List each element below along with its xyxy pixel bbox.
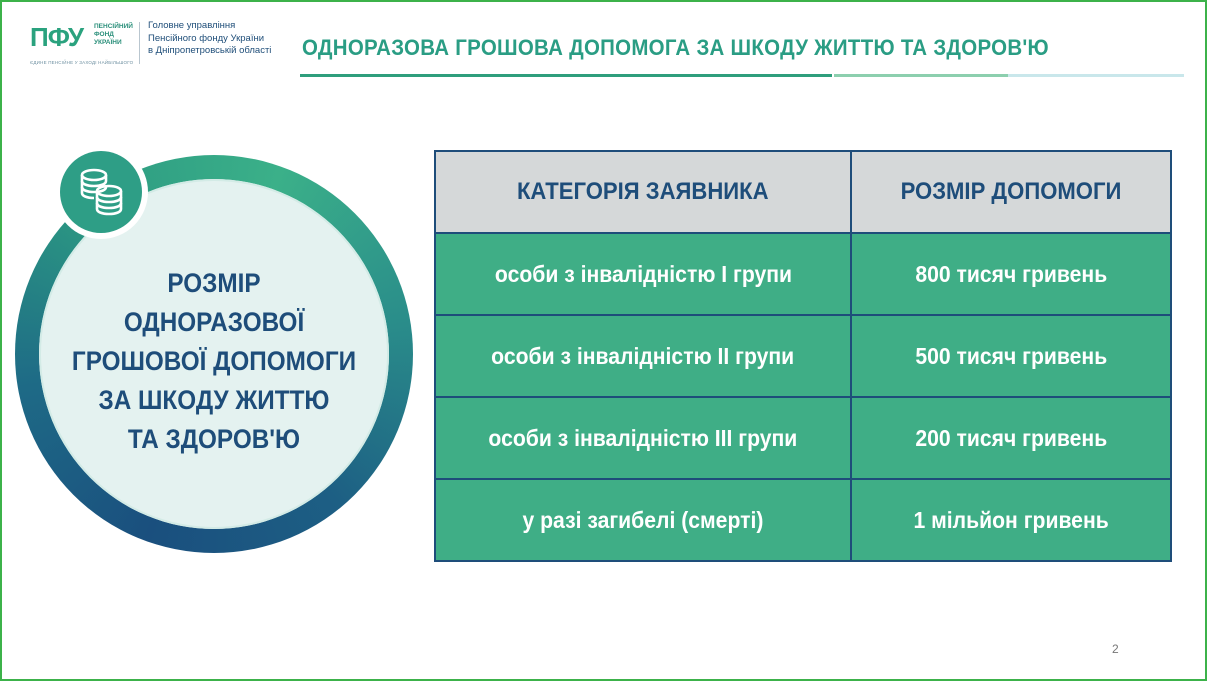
- title-underline-segment: [1008, 74, 1184, 77]
- amount-cell: 1 мільйон гривень: [851, 479, 1171, 561]
- org-line-2: Пенсійного фонду України: [148, 32, 265, 44]
- amount-cell: 200 тисяч гривень: [851, 397, 1171, 479]
- coins-badge: [54, 145, 148, 239]
- summary-line: ЗА ШКОДУ ЖИТТЮ: [98, 385, 330, 415]
- column-header-amount: РОЗМІР ДОПОМОГИ: [851, 151, 1171, 233]
- page-number: 2: [1112, 642, 1119, 656]
- table-row: [435, 479, 1171, 561]
- pfu-logo: [30, 20, 290, 72]
- amount-cell: 800 тисяч гривень: [851, 233, 1171, 315]
- table-header-row: [435, 151, 1171, 233]
- table-row: [435, 315, 1171, 397]
- summary-line: ГРОШОВОЇ ДОПОМОГИ: [71, 346, 357, 376]
- org-line-1: Головне управління: [148, 20, 236, 31]
- column-header-category: КАТЕГОРІЯ ЗАЯВНИКА: [435, 151, 851, 233]
- table-row: [435, 233, 1171, 315]
- category-cell: особи з інвалідністю ІІІ групи: [435, 397, 851, 479]
- category-cell: у разі загибелі (смерті): [435, 479, 851, 561]
- category-cell: особи з інвалідністю І групи: [435, 233, 851, 315]
- title-underline-segment: [300, 74, 832, 77]
- coins-badge-inner: [60, 151, 142, 233]
- benefit-table: [434, 150, 1172, 562]
- table-row: [435, 397, 1171, 479]
- logo-small-text: ПЕНСІЙНИЙ ФОНД УКРАЇНИ: [94, 23, 133, 46]
- page-title: ОДНОРАЗОВА ГРОШОВА ДОПОМОГА ЗА ШКОДУ ЖИТТЮ ТА ЗДОРОВ'Ю: [302, 35, 1049, 60]
- org-line-3: в Дніпропетровській області: [148, 45, 272, 56]
- organization-name: [148, 20, 298, 58]
- amount-cell: 500 тисяч гривень: [851, 315, 1171, 397]
- summary-line: ТА ЗДОРОВ'Ю: [127, 424, 301, 454]
- title-underline-segment: [834, 74, 1008, 77]
- category-cell: особи з інвалідністю ІІ групи: [435, 315, 851, 397]
- logo-mark: ПФУ: [30, 22, 84, 52]
- summary-line: РОЗМІР: [167, 268, 261, 298]
- logo-tagline: ЄДИНЕ ПЕНСІЙНЕ У ЗАХОДІ НАЙБІЛЬШОГО: [30, 60, 134, 65]
- logo-divider: [139, 22, 140, 64]
- summary-heading: [57, 264, 372, 459]
- summary-line: ОДНОРАЗОВОЇ: [123, 307, 305, 337]
- coins-icon: [79, 167, 125, 217]
